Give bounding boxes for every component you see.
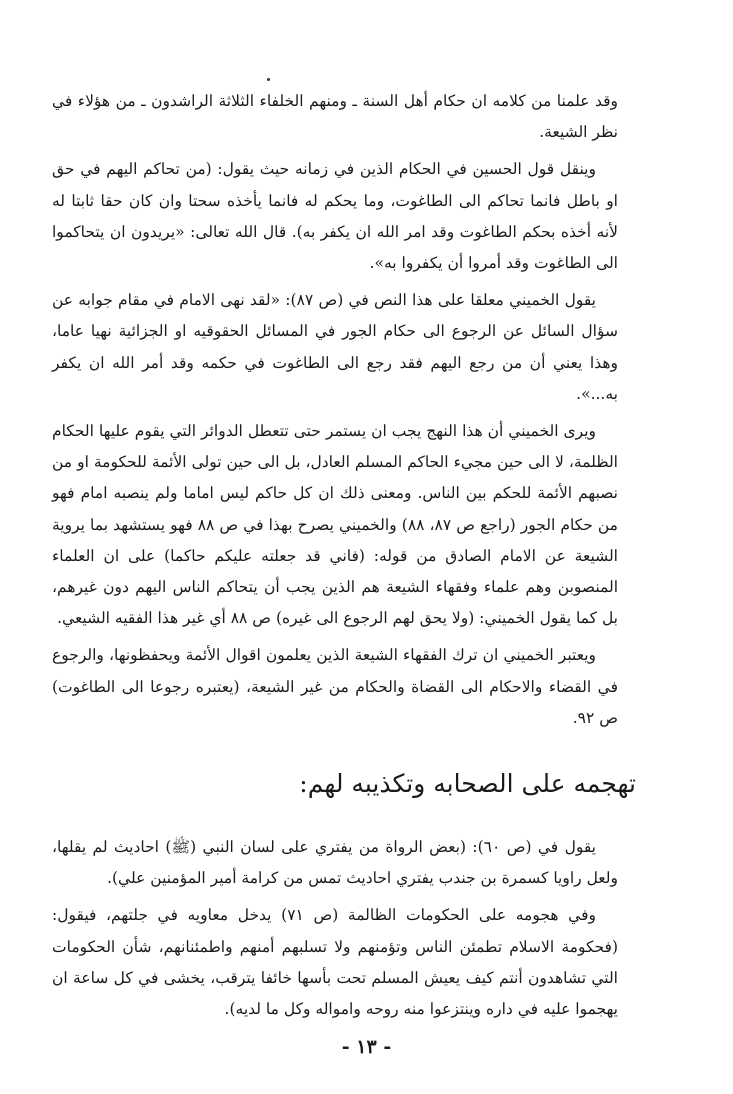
paragraph-5: ويعتبر الخميني ان ترك الفقهاء الشيعة الذين يعلمون اقوال الأئمة ويحفظونها، والرجوع في القضاء والاحكام الى القضاة والحكام من غير الشيعة، (يعتبره رجوعا الى الطاغوت) ص ٩٢. [52, 646, 618, 727]
paragraph-6: يقول في (ص ٦٠): (بعض الرواة من يفتري على لسان النبي (ﷺ) احاديث لم يقلها، ولعل راويا كسمرة بن جندب يفتري احاديث تمس من كرامة أمير المؤمنين علي). [52, 838, 618, 888]
page-number: - ١٣ - [341, 1036, 392, 1058]
paragraph-7: وفي هجومه على الحكومات الظالمة (ص ٧١) يدخل معاويه في جلتهم، فيقول: (فحكومة الاسلام تطمئن الناس وتؤمنهم ولا تسلبهم أمنهم واطمئنانهم، شأن الحكومات التي تشاهدون أنتم كيف يعيش المسلم تحت بأسها خائفا يترقب، يخشى في كل ساعة ان يهجموا عليه في داره وينتزعوا منه روحه وامواله وكل ما لديه). [52, 906, 618, 1019]
stray-dot [267, 78, 270, 81]
page-body [52, 86, 636, 1031]
paragraph-3: يقول الخميني معلقا على هذا النص في (ص ٨٧): «لقد نهى الامام في مقام جوابه عن سؤال السائل عن الرجوع الى حكام الجور في المسائل الحقوقيه او الجزائية نهيا عاما، وهذا يعني أن من رجع اليهم فقد رجع الى الطاغوت في حكمه وقد أمر الله ان يكفر به...». [52, 291, 618, 403]
paragraph-4: ويرى الخميني أن هذا النهج يجب ان يستمر حتى تتعطل الدوائر التي يقوم عليها الحكام الظلمة، لا الى حين مجيء الحاكم المسلم العادل، بل الى حين تولى الأئمة للحكومة او من نصبهم الأئمة للحكم بين الناس. ومعنى ذلك ان كل حاكم ليس اماما ولم ينصبه امام فهو من حكام الجور (راجع ص ٨٧، ٨٨) والخميني يصرح بهذا في ص ٨٨ فهو يستشهد بما يروية الشيعة عن الامام الصادق من قوله: (فاني قد جعلته عليكم حاكما) على ان العلماء المنصوبن وهم علماء وفقهاء الشيعة هم الذين يجب أن يتحاكم الناس اليهم دون غيرهم، بل كما يقول الخميني: (ولا يحق لهم الرجوع الى غيره) ص ٨٨ أي غير هذا الفقيه الشيعي. [52, 422, 618, 628]
paragraph-2: وينقل قول الحسين في الحكام الذين في زمانه حيث يقول: (من تحاكم اليهم في حق او باطل فانما تحاكم الى الطاغوت، وما يحكم له فانما يأخذه سحتا وان كان حقا ثابتا له لأنه أخذه بحكم الطاغوت وقد امر الله ان يكفر به). قال الله تعالى: «يريدون ان يتحاكموا الى الطاغوت وقد أمروا أن يكفروا به». [52, 160, 618, 273]
paragraph-1: وقد علمنا من كلامه ان حكام أهل السنة ـ ومنهم الخلفاء الثلاثة الراشدون ـ من هؤلاء في نظر الشيعة. [52, 92, 618, 142]
section-heading: تهجمه على الصحابه وتكذيبه لهم: [299, 769, 636, 799]
